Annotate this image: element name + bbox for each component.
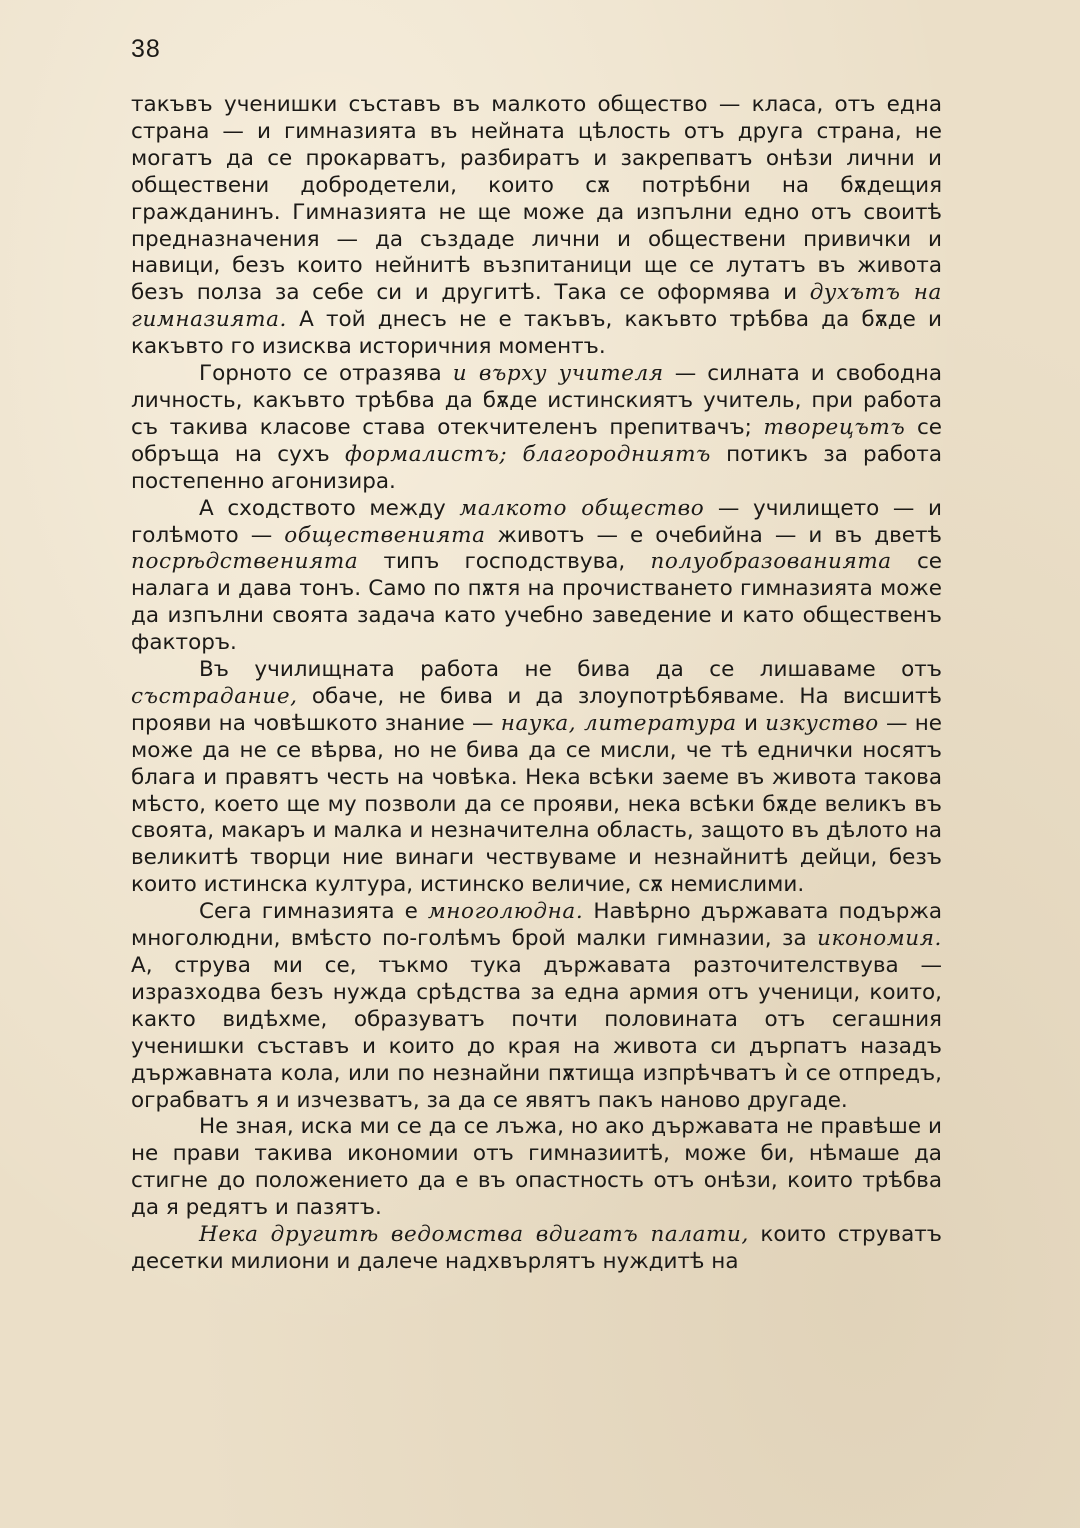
text-run: потикъ за работа постепенно агонизира.: [131, 441, 942, 494]
italic-text: Нека другитѣ ведомства вдигатъ палати,: [199, 1222, 749, 1248]
italic-text: икономия.: [817, 926, 942, 952]
paragraph: [131, 1114, 942, 1222]
text-run: обаче, не бива и да злоупотрѣбяваме. На висшитѣ прояви на човѣшкото знание —: [131, 683, 942, 736]
text-run: Въ училищната работа не бива да се лишаваме отъ: [199, 657, 942, 683]
text-run: Сега гимназията е: [199, 899, 428, 925]
italic-text: малкото общество: [459, 495, 705, 521]
italic-text: посрѣдственията: [131, 549, 359, 575]
italic-text: наука, литература: [500, 710, 737, 736]
text-run: А сходството между: [199, 495, 460, 521]
text-run: типъ господствува,: [358, 549, 651, 575]
text-run: животъ — е очебийна — и въ дветѣ: [485, 522, 942, 548]
text-run: Горното се отразява: [199, 361, 453, 387]
italic-text: и върху учителя: [452, 361, 664, 387]
text-run: [507, 442, 522, 467]
italic-text: формалистъ;: [344, 441, 508, 467]
italic-text: многолюдна.: [427, 899, 584, 925]
text-run: Не зная, иска ми се да се лъжа, но ако държавата не правѣше и не прави такива икономии отъ гимназиитѣ, може би, нѣмаше да стигне до положението да е въ опастность отъ онѣзи, които трѣбва да я редятъ и пазятъ.: [131, 1114, 942, 1221]
text-run: А той днесъ не е такъвъ, какъвто трѣбва да бѫде и какъвто го изисква историчния моментъ.: [131, 307, 942, 360]
paragraph: [131, 899, 942, 1114]
text-run: — силната и свободна личность, какъвто трѣбва да бѫде истинскиятъ учитель, при работа съ такива класове става отекчителенъ препитвачъ;: [131, 361, 942, 440]
italic-text: състрадание,: [131, 683, 298, 709]
italic-text: общественията: [284, 522, 486, 548]
paragraph: [131, 496, 942, 657]
text-run: се обръща на сухъ: [131, 414, 943, 467]
text-run: които струватъ десетки милиони и далече надхвърлятъ нуждитѣ на: [131, 1222, 942, 1274]
paragraph: [131, 1222, 942, 1276]
italic-text: полуобразованията: [650, 549, 892, 575]
italic-text: духътъ на гимназията.: [131, 280, 942, 333]
body-text: [131, 92, 942, 1276]
text-run: Навѣрно държавата подържа многолюдни, вмѣсто по-голѣмъ брой малки гимназии, за: [131, 899, 942, 952]
paragraph: [131, 657, 942, 899]
italic-text: благородниятъ: [522, 441, 711, 467]
paragraph: [131, 92, 942, 361]
text-run: се налага и дава тонъ. Само по пѫтя на прочистването гимназията може да изпълни своята задача като учебно заведение и като общественъ факторъ.: [131, 549, 942, 656]
text-run: — не може да не се вѣрва, но не бива да се мисли, че тѣ еднички носятъ блага и правятъ честь на човѣка. Нека всѣки заеме въ живота такова мѣсто, което ще му позволи да се прояви, нека всѣки бѫде великъ въ своята, макаръ и малка и незначителна область, защото въ дѣлото на великитѣ творци ние винаги чествуваме и незнайнитѣ дейци, безъ които истинска култура, истинско величие, сѫ немислими.: [131, 710, 942, 898]
paragraph: [131, 361, 942, 496]
italic-text: творецътъ: [763, 414, 906, 440]
text-run: — училището — и голѣмото —: [131, 495, 942, 548]
text-run: такъвъ ученишки съставъ въ малкото обществo — класа, отъ една страна — и гимназията въ нейната цѣлость отъ друга страна, не могатъ да се прокарватъ, разбиратъ и закрепватъ онѣзи лични и обществени добродетели, които сѫ потрѣбни на бѫдещия гражданинъ. Гимназията не ще може да изпълни едно отъ своитѣ предназначения — да създаде лични и обществени привички и навици, безъ които нейнитѣ възпитаници ще се лутатъ въ живота безъ полза за себе си и другитѣ. Така се оформява и: [131, 92, 942, 306]
italic-text: изкуство: [765, 710, 879, 736]
text-run: и: [736, 710, 766, 736]
page-number: 38: [131, 35, 161, 63]
text-run: А, струва ми се, тъкмо тука държавата разточителствува — изразходва безъ нужда срѣдства за една армия отъ ученици, които, както видѣхме, образуватъ почти половината отъ сегашния ученишки съставъ и които до края на живота си дърпатъ назадъ държавната кола, или по незнайни пѫтища изпрѣчватъ ѝ се отпредъ, ограбватъ я и изчезватъ, за да се явятъ пакъ наново другаде.: [131, 953, 942, 1113]
